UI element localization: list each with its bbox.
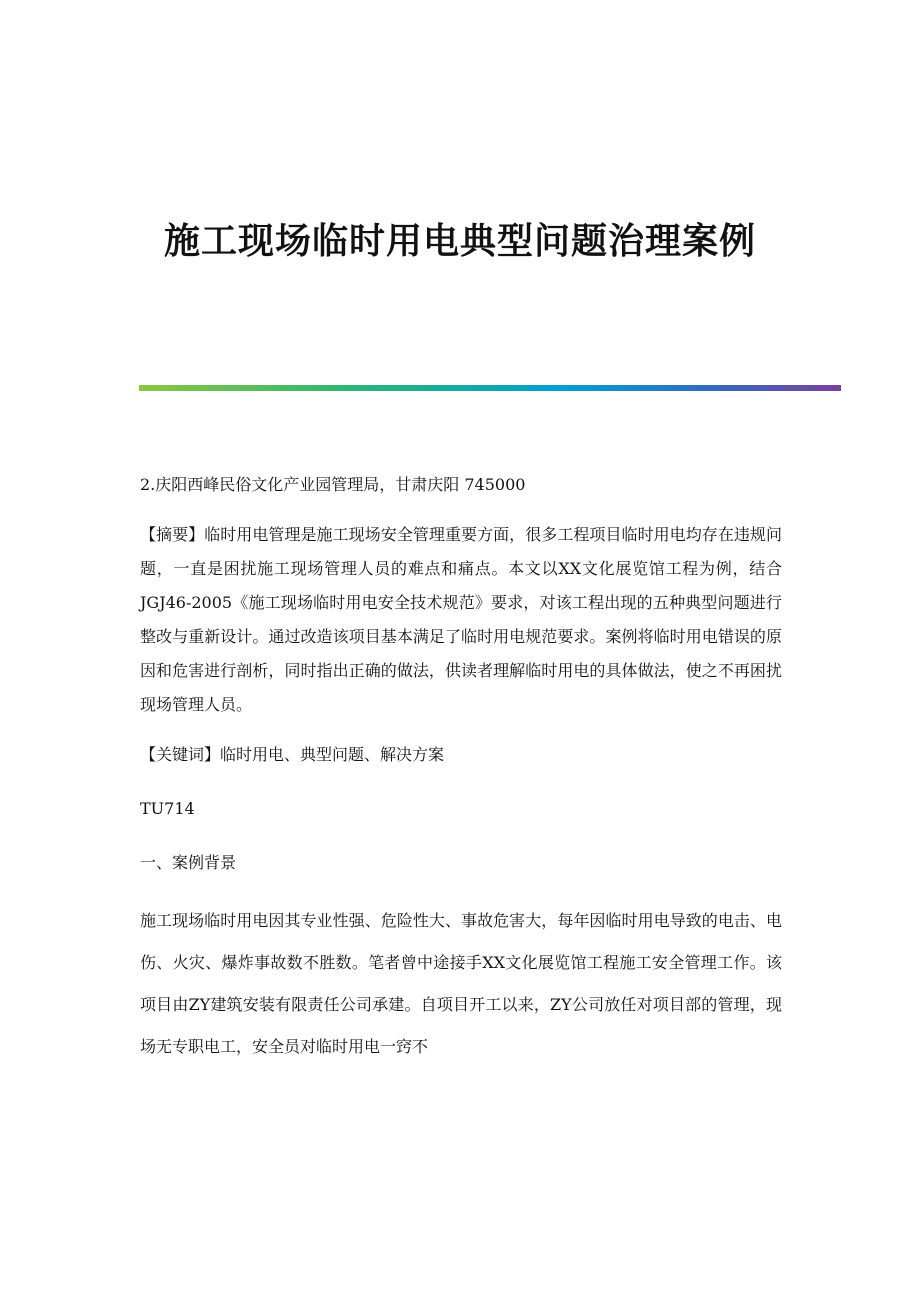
affiliation: 2.庆阳西峰民俗文化产业园管理局，甘肃庆阳 745000: [140, 475, 526, 494]
classification-code: TU714: [140, 799, 195, 818]
document-body: [140, 468, 782, 1068]
body-paragraph: 施工现场临时用电因其专业性强、危险性大、事故危害大，每年因临时用电导致的电击、电伤、火灾、爆炸事故数不胜数。笔者曾中途接手XX文化展览馆工程施工安全管理工作。该项目由ZY建筑安装有限责任公司承建。自项目开工以来，ZY公司放任对项目部的管理，现场无专职电工，安全员对临时用电一窍不: [140, 911, 782, 1056]
title-divider: [139, 385, 841, 391]
keywords-line: 【关键词】临时用电、典型问题、解决方案: [140, 745, 445, 764]
document-title: 施工现场临时用电典型问题治理案例: [163, 221, 756, 262]
section-heading: 一、案例背景: [140, 853, 237, 872]
abstract-paragraph: 【摘要】临时用电管理是施工现场安全管理重要方面，很多工程项目临时用电均存在违规问题，一直是困扰施工现场管理人员的难点和痛点。本文以XX文化展览馆工程为例，结合JGJ46-2005《施工现场临时用电安全技术规范》要求，对该工程出现的五种典型问题进行整改与重新设计。通过改造该项目基本满足了临时用电规范要求。案例将临时用电错误的原因和危害进行剖析，同时指出正确的做法，供读者理解临时用电的具体做法，使之不再困扰现场管理人员。: [140, 525, 782, 714]
